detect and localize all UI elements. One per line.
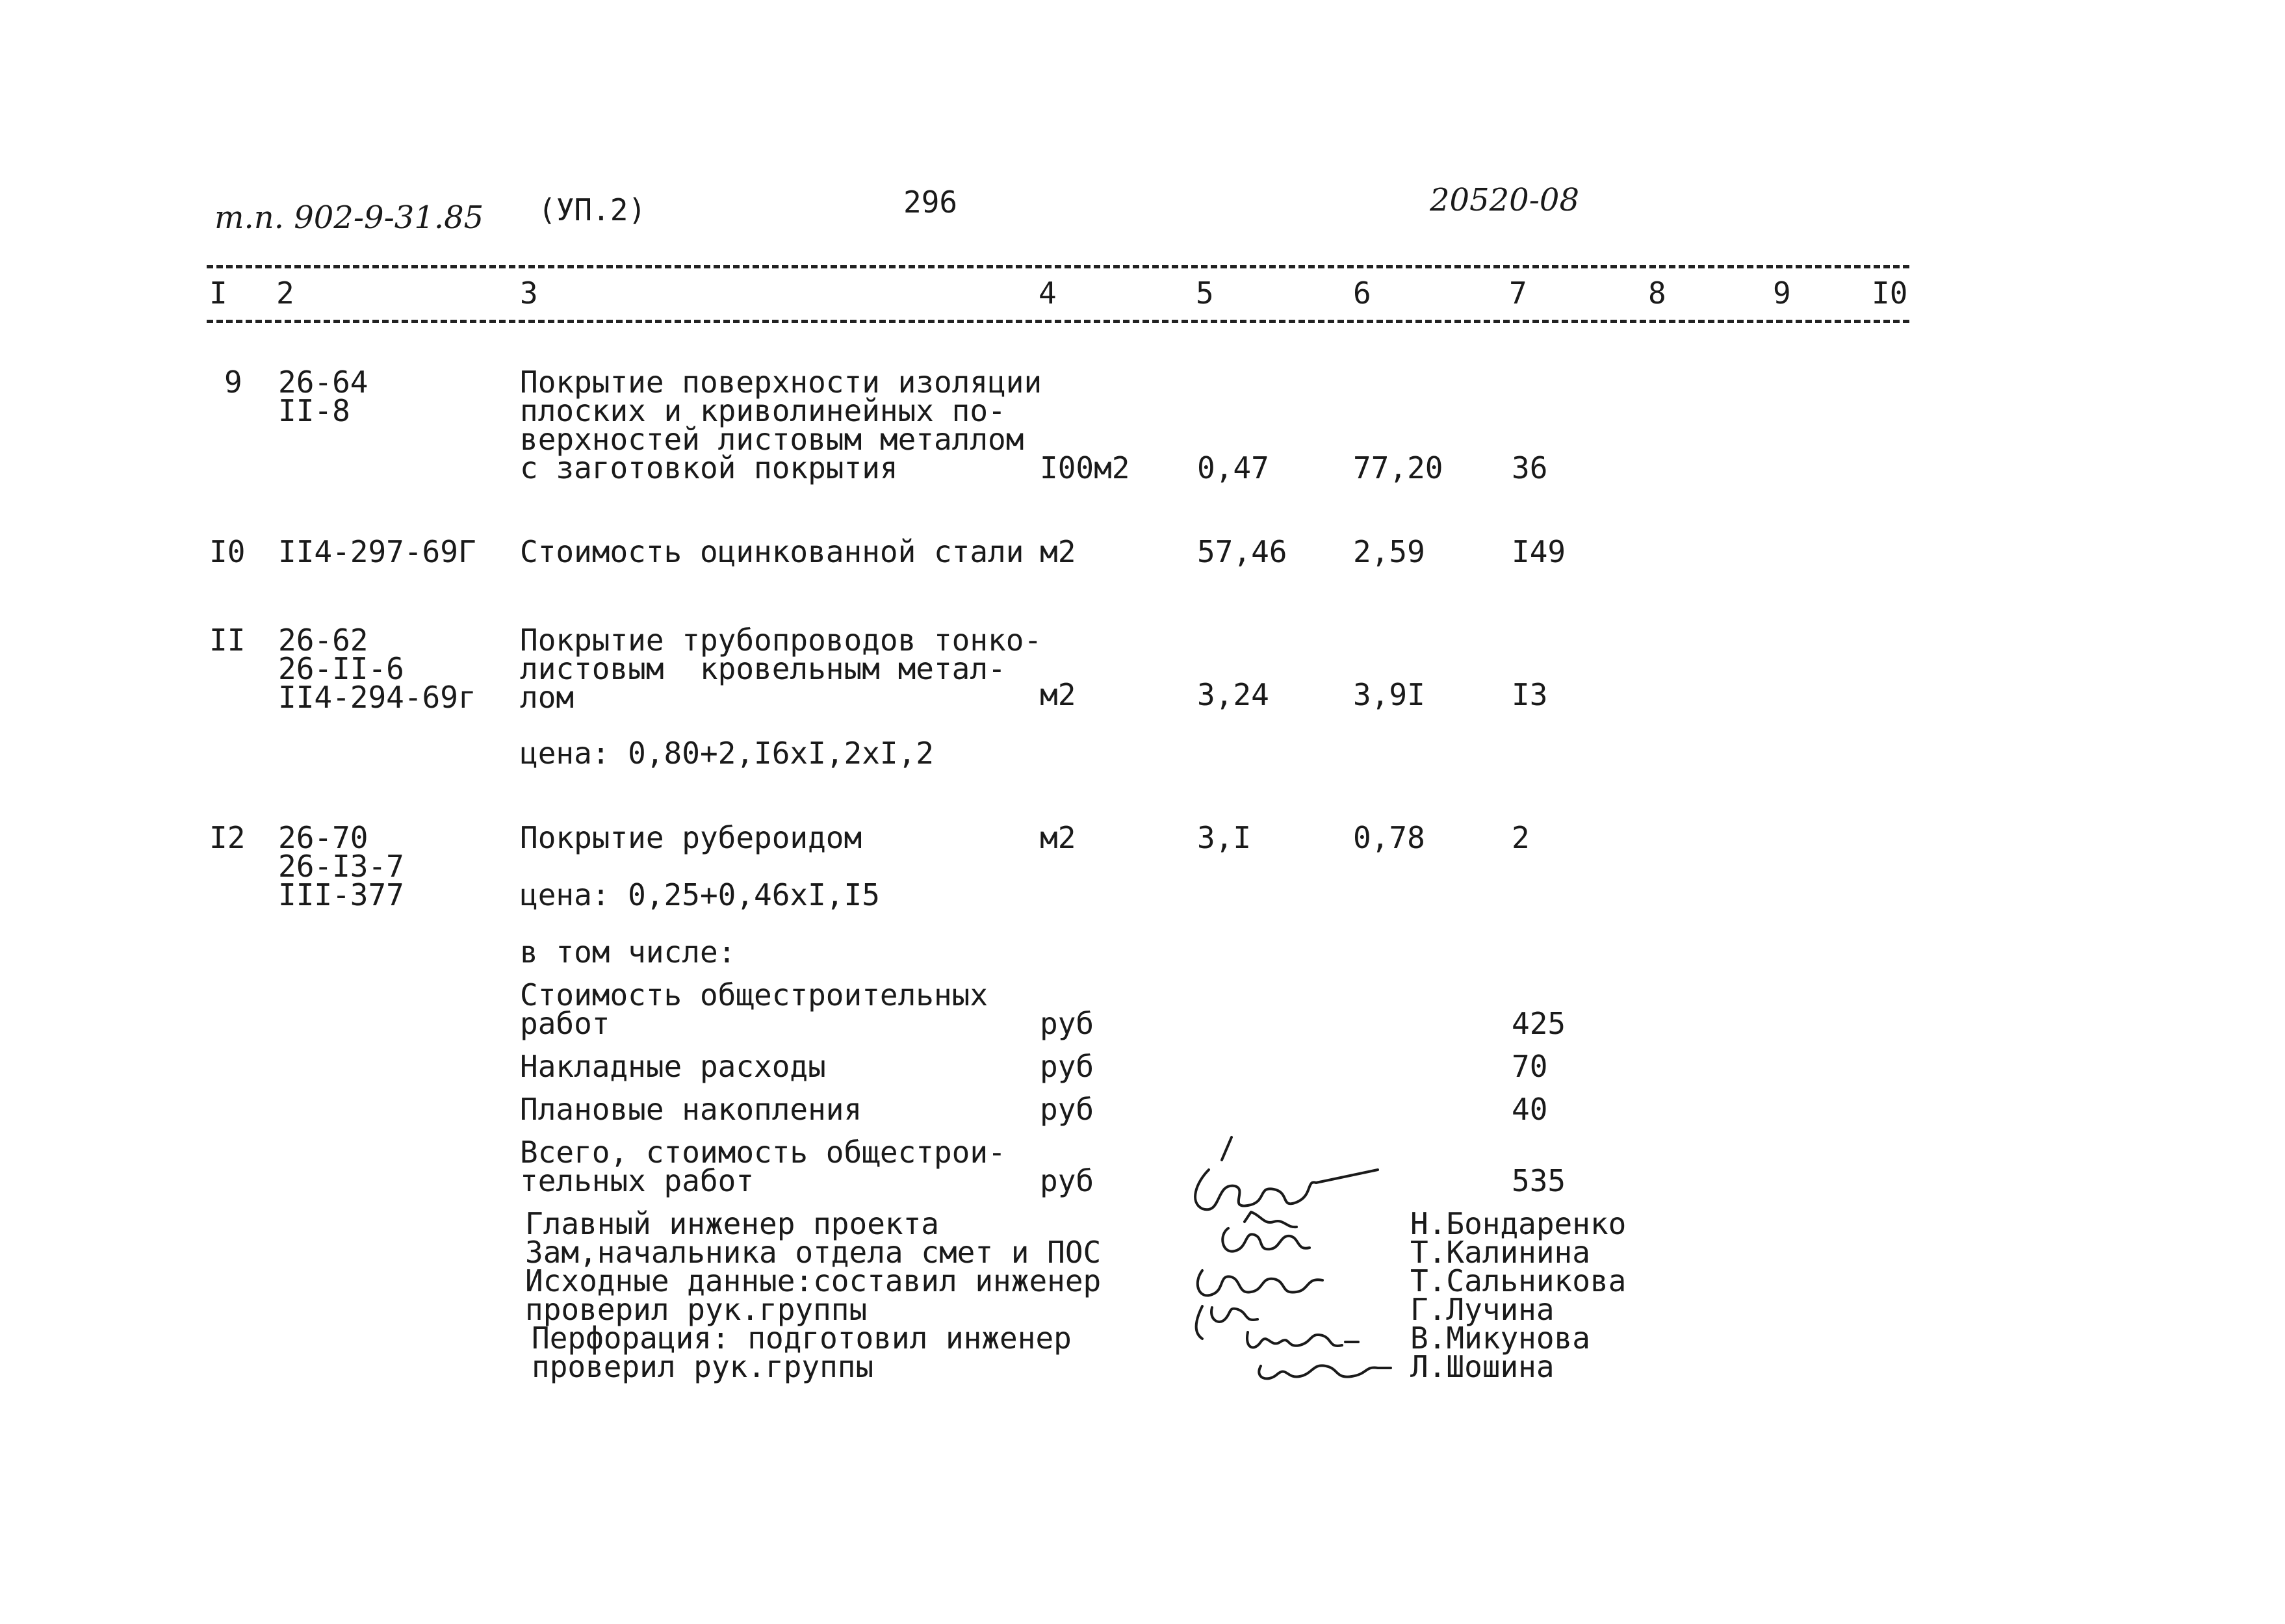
row-total: I49: [1512, 534, 1566, 569]
row-unit-price: 0,78: [1353, 820, 1425, 855]
summary-total: 535: [1512, 1163, 1566, 1198]
row-quantity: 0,47: [1197, 450, 1269, 485]
row-total: 2: [1512, 820, 1530, 855]
row-description: Покрытие трубопроводов тонко-: [520, 623, 1042, 658]
row-code: 26-70: [278, 820, 368, 855]
summary-total: 425: [1512, 1006, 1566, 1041]
signature-role: Исходные данные:составил инженер: [525, 1263, 1102, 1298]
table-header-rule: [207, 320, 1909, 323]
signature-role: Перфорация: подготовил инженер: [532, 1321, 1072, 1356]
row-unit-price: 2,59: [1353, 534, 1425, 569]
row-code: 26-62: [278, 623, 368, 658]
summary-label: Всего, стоимость общестрои-: [520, 1135, 1006, 1170]
signature-role: Зам,начальника отдела смет и ПОС: [525, 1235, 1102, 1270]
row-price-note: цена: 0,80+2,I6xI,2xI,2: [520, 736, 934, 771]
row-quantity: 3,24: [1197, 677, 1269, 712]
row-description: лом: [520, 680, 574, 715]
row-description: Покрытие рубероидом: [520, 820, 862, 855]
row-total: I3: [1512, 677, 1548, 712]
summary-label: Стоимость общестроительных: [520, 977, 988, 1012]
row-code: II4-297-69Г: [278, 534, 476, 569]
col-2-header: 2: [276, 276, 294, 311]
row-code: 26-II-6: [278, 651, 404, 686]
summary-unit: руб: [1040, 1092, 1094, 1127]
row-unit: I00м2: [1040, 450, 1130, 485]
row-code: III-377: [278, 877, 404, 912]
col-5-header: 5: [1196, 276, 1214, 311]
row-unit: м2: [1040, 820, 1076, 855]
col-10-header: I0: [1872, 276, 1908, 311]
row-description: листовым кровельным метал-: [520, 651, 1006, 686]
row-number: 9: [224, 365, 242, 400]
row-code: 26-64: [278, 365, 368, 400]
row-quantity: 3,I: [1197, 820, 1252, 855]
page-number: 296: [903, 185, 958, 220]
row-description: плоских и криволинейных по-: [520, 393, 1006, 428]
signatory-name: Г.Лучина: [1410, 1292, 1555, 1327]
row-price-note: цена: 0,25+0,46xI,I5: [520, 877, 880, 912]
col-9-header: 9: [1773, 276, 1791, 311]
signatory-name: В.Микунова: [1410, 1321, 1590, 1356]
row-code: II-8: [278, 393, 350, 428]
row-unit: м2: [1040, 534, 1076, 569]
document-number: 20520-08: [1430, 182, 1579, 218]
row-description: верхностей листовым металлом: [520, 422, 1024, 457]
row-quantity: 57,46: [1197, 534, 1287, 569]
summary-unit: руб: [1040, 1049, 1094, 1084]
signature-role: проверил рук.группы: [532, 1349, 874, 1384]
signature-role: проверил рук.группы: [525, 1292, 868, 1327]
row-description: Стоимость оцинкованной стали: [520, 534, 1024, 569]
col-7-header: 7: [1509, 276, 1527, 311]
signature-shoshina: [1259, 1365, 1391, 1378]
col-6-header: 6: [1353, 276, 1371, 311]
signature-salnikova: [1198, 1270, 1323, 1296]
project-code: т.п. 902-9-31.85: [214, 200, 484, 236]
signatory-name: Л.Шошина: [1410, 1349, 1555, 1384]
row-code: 26-I3-7: [278, 849, 404, 884]
row-code: II4-294-69г: [278, 680, 476, 715]
signature-bondarenko: [1195, 1137, 1378, 1209]
signatory-name: Т.Сальникова: [1410, 1263, 1627, 1298]
signatory-name: Т.Калинина: [1410, 1235, 1590, 1270]
row-total: 36: [1512, 450, 1548, 485]
table-top-rule: [207, 265, 1909, 268]
row-number: I0: [209, 534, 246, 569]
summary-label: тельных работ: [520, 1163, 755, 1198]
summary-unit: руб: [1040, 1006, 1094, 1041]
col-8-header: 8: [1648, 276, 1666, 311]
signatory-name: Н.Бондаренко: [1410, 1206, 1627, 1241]
col-4-header: 4: [1039, 276, 1057, 311]
col-1-header: I: [209, 276, 227, 311]
row-description: Покрытие поверхности изоляции: [520, 365, 1042, 400]
row-description: с заготовкой покрытия: [520, 450, 898, 485]
summary-total: 40: [1512, 1092, 1548, 1127]
row-unit: м2: [1040, 677, 1076, 712]
summary-unit: руб: [1040, 1163, 1094, 1198]
summary-label: работ: [520, 1006, 610, 1041]
signature-kalinina: [1222, 1212, 1310, 1252]
summary-total: 70: [1512, 1049, 1548, 1084]
row-number: I2: [209, 820, 246, 855]
album-code: (УП.2): [538, 192, 647, 227]
signature-role: Главный инженер проекта: [525, 1206, 939, 1241]
summary-heading: в том числе:: [520, 934, 736, 970]
row-number: II: [209, 623, 246, 658]
summary-label: Плановые накопления: [520, 1092, 862, 1127]
row-unit-price: 3,9I: [1353, 677, 1425, 712]
col-3-header: 3: [520, 276, 538, 311]
signature-mikunova: [1247, 1332, 1358, 1347]
row-unit-price: 77,20: [1353, 450, 1443, 485]
summary-label: Накладные расходы: [520, 1049, 826, 1084]
handwritten-signatures: [1183, 1124, 1417, 1384]
